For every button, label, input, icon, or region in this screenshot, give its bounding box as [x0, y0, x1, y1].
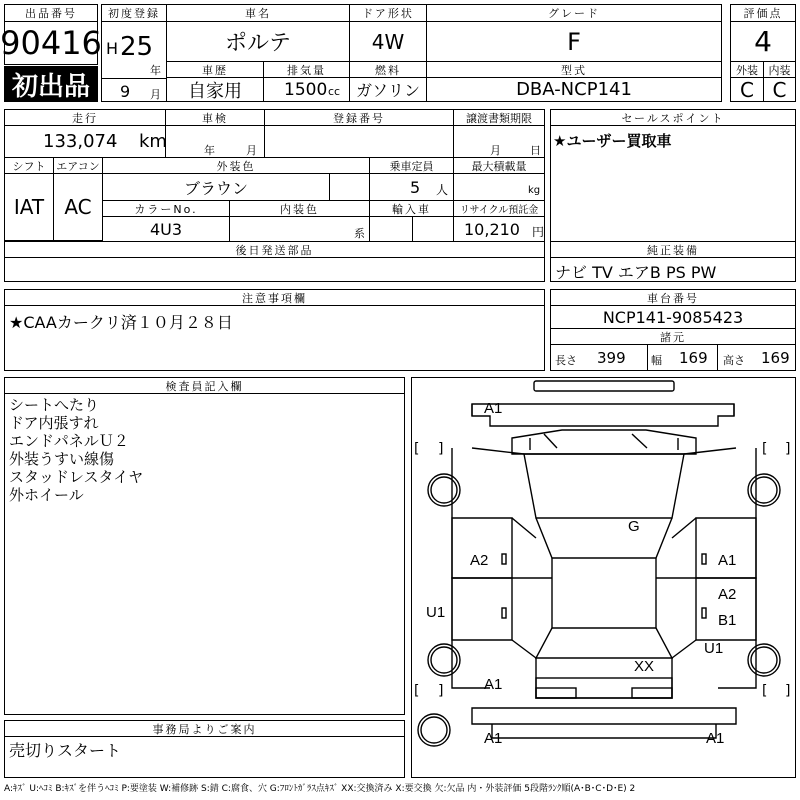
chassis-header: 車台番号 [550, 289, 796, 306]
fuel: ガソリン [349, 77, 427, 102]
mileage-cell [4, 125, 166, 158]
capacity-header: 乗車定員 [369, 157, 454, 174]
ext-color-extra [329, 173, 370, 201]
height-value: 169 [761, 349, 790, 367]
equipment-cell [550, 257, 796, 282]
era: H [106, 39, 119, 58]
damage-mark: A1 [484, 676, 503, 693]
inspector-line: エンドパネルＵ２ [9, 432, 129, 450]
dims-cell: 長さ 399 幅 169 高さ 169 [550, 344, 796, 371]
bracket-mark: ] [785, 441, 791, 457]
inspection-header: 車検 [165, 109, 265, 126]
damage-mark: A2 [470, 552, 489, 569]
recycle: 10,210 [464, 220, 520, 239]
int-grade: C [763, 77, 796, 102]
ext-color-header: 外装色 [102, 157, 370, 174]
damage-diagram [411, 377, 796, 778]
inspector-notes [9, 396, 143, 504]
shift: IAT [4, 173, 54, 241]
first-listing-badge: 初出品 [4, 66, 98, 102]
sales-point-header: セールスポイント [550, 109, 796, 126]
score-header: 評価点 [730, 4, 796, 22]
reg-no-header: 登録番号 [264, 109, 454, 126]
fuel-header: 燃料 [349, 61, 427, 78]
recycle-cell: 10,210 円 [453, 216, 545, 242]
displacement-cell: 1500 cc [263, 77, 350, 102]
inspection-cell: 年 月 [165, 125, 265, 158]
int-color-cell: 系 [229, 216, 370, 242]
office-text: 売切りスタート [9, 741, 122, 760]
bracket-mark: ] [785, 683, 791, 699]
damage-mark: XX [634, 658, 655, 675]
damage-mark: A1 [484, 730, 503, 747]
car-outline-diagram [412, 378, 795, 777]
month-unit: 月 [150, 88, 161, 101]
caution-cell [4, 305, 545, 371]
history: 自家用 [166, 77, 264, 102]
history-header: 車歴 [166, 61, 264, 78]
reg-no-cell [264, 125, 454, 158]
office-header: 事務局よりご案内 [4, 720, 405, 737]
grade-header: グレード [426, 4, 722, 22]
int-header: 内装 [763, 61, 796, 78]
recycle-header: リサイクル預託金 [453, 200, 545, 217]
width-value: 169 [679, 349, 708, 367]
damage-mark: A1 [484, 400, 503, 417]
inspector-line: ドア内張すれ [9, 414, 99, 432]
import-header: 輸入車 [369, 200, 454, 217]
import-cell-b [412, 216, 454, 242]
equipment: ナビ TV エアB PS PW [555, 263, 717, 282]
door-type: 4W [349, 21, 427, 62]
first-reg-cell [101, 21, 167, 102]
sales-point: ★ユーザー買取車 [553, 132, 672, 150]
dims-header: 諸元 [550, 328, 796, 345]
equipment-header: 純正装備 [550, 241, 796, 258]
inspector-cell [4, 393, 405, 715]
damage-mark: G [628, 518, 640, 535]
max-load-header: 最大積載量 [453, 157, 545, 174]
year-unit: 年 [150, 64, 161, 77]
model-header: 型式 [426, 61, 722, 78]
damage-mark: U1 [704, 640, 724, 657]
shift-header: シフト [4, 157, 54, 174]
transfer-header: 譲渡書類期限 [453, 109, 545, 126]
displacement-header: 排気量 [263, 61, 350, 78]
damage-mark: B1 [718, 612, 737, 629]
max-load-cell: kg [453, 173, 545, 201]
inspector-line: スタッドレスタイヤ [9, 468, 144, 486]
ext-header: 外装 [730, 61, 764, 78]
bracket-mark: [ [414, 683, 420, 699]
mileage-header: 走行 [4, 109, 166, 126]
transfer-cell: 月 日 [453, 125, 545, 158]
ac: AC [53, 173, 103, 241]
color-no: 4U3 [102, 216, 230, 242]
bracket-mark: [ [414, 441, 420, 457]
damage-mark: A1 [706, 730, 725, 747]
caution-text: ★CAAカークリ済１０月２８日 [9, 313, 233, 332]
inspector-line: 外ホイール [9, 486, 84, 504]
length-value: 399 [597, 349, 626, 367]
damage-mark: U1 [426, 604, 446, 621]
ext-grade: C [730, 77, 764, 102]
reg-year: 25 [120, 32, 154, 62]
ext-color: ブラウン [102, 173, 330, 201]
mileage-unit: km [139, 131, 167, 152]
int-color-header: 内装色 [229, 200, 370, 217]
mileage: 133,074 [43, 131, 118, 152]
damage-mark: A2 [718, 586, 737, 603]
door-header: ドア形状 [349, 4, 427, 22]
bracket-mark: [ [762, 683, 768, 699]
bracket-mark: [ [762, 441, 768, 457]
sales-point-cell [550, 125, 796, 242]
color-no-header: カラーNo. [102, 200, 230, 217]
score: 4 [730, 21, 796, 62]
chassis-number: NCP141-9085423 [550, 305, 796, 329]
model: DBA-NCP141 [426, 77, 722, 102]
import-cell-a [369, 216, 413, 242]
damage-mark: A1 [718, 552, 737, 569]
inspector-line: シートへたり [9, 396, 100, 414]
bracket-mark: ] [438, 441, 444, 457]
lot-number: 90416 [4, 21, 98, 65]
car-name: ポルテ [166, 21, 350, 62]
inspector-header: 検査員記入欄 [4, 377, 405, 394]
grade: F [426, 21, 722, 62]
lot-no-header: 出品番号 [4, 4, 98, 22]
reg-month: 9 [120, 82, 131, 101]
ac-header: エアコン [53, 157, 103, 174]
office-cell [4, 736, 405, 778]
capacity-cell: 5 人 [369, 173, 454, 201]
bracket-mark: ] [438, 683, 444, 699]
legend-text: A:ｷｽﾞ U:ﾍｺﾐ B:ｷｽﾞを伴うﾍｺﾐ P:要塗装 W:補修跡 S:錆 C:腐食、穴 G:ﾌﾛﾝﾄｶﾞﾗｽ点ｷｽﾞ XX:交換済み X:要交換 欠:欠品 内・外装評価 5段階ﾗﾝｸ順(A･B･C･D･E) 2 [4, 784, 636, 794]
car-name-header: 車名 [166, 4, 350, 22]
later-parts-header: 後日発送部品 [4, 241, 545, 258]
inspector-line: 外装うすい線傷 [9, 450, 115, 468]
caution-header: 注意事項欄 [4, 289, 545, 306]
first-reg-header: 初度登録 [101, 4, 167, 22]
later-parts-cell [4, 257, 545, 282]
